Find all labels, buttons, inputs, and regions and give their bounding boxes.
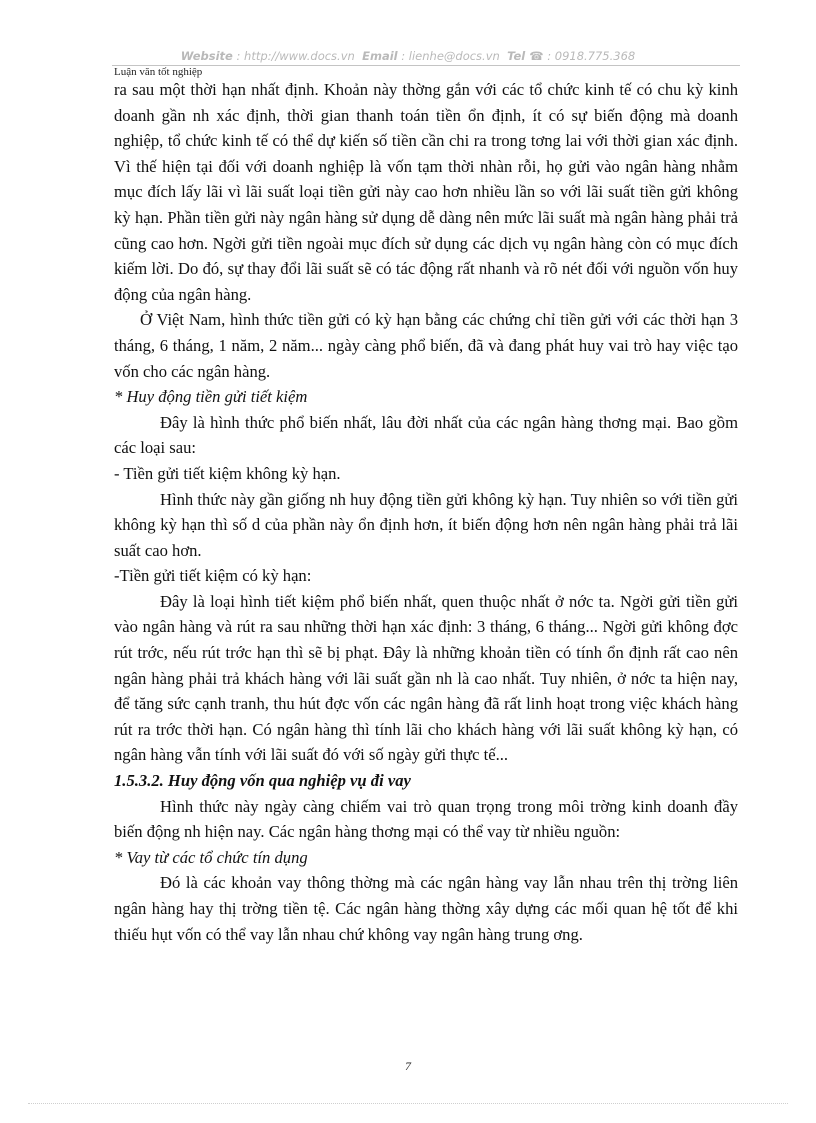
paragraph: Đó là các khoản vay thông thờng mà các ngân hàng vay lẫn nhau trên thị trờng liên ngân hàng hay thị trờng tiền tệ. Các ngân hàng thờng xây dựng các mối quan hệ tốt để khi thiếu hụt vốn có thể vay lẫn nhau chứ không vay ngân hàng trung ơng. [114, 873, 738, 944]
website-label: Website [180, 49, 233, 63]
paragraph: ra sau một thời hạn nhất định. Khoản này thờng gắn với các tổ chức kinh tế có chu kỳ kinh doanh gần nh xác định, thời gian thanh toán tiền ổn định, ít có sự biến động mà doanh nghiệp, tổ chức kinh tế có thể dự kiến số tiền cần chi ra trong tơng lai với thời gian xác định. Vì thế hiện tại đối với doanh nghiệp là vốn tạm thời nhàn rỗi, họ gửi vào ngân hàng nhằm mục đích lấy lãi vì lãi suất loại tiền gửi này cao hơn nhiều lần so với lãi suất tiền gửi không kỳ hạn. Phần tiền gửi này ngân hàng sử dụng dễ dàng nên mức lãi suất mà ngân hàng phải trả cũng cao hơn. Ngời gửi tiền ngoài mục đích sử dụng các dịch vụ ngân hàng còn có mục đích kiếm lời. Do đó, sự thay đổi lãi suất sẽ có tác động rất nhanh và rõ nét đối với nguồn vốn huy động của ngân hàng. [114, 80, 738, 304]
section-heading: 1.5.3.2. Huy động vốn qua nghiệp vụ đi vay [114, 771, 411, 791]
subheading: * Vay từ các tổ chức tín dụng [114, 847, 308, 867]
list-item: - Tiền gửi tiết kiệm không kỳ hạn. [114, 463, 341, 483]
email-address[interactable]: : lienhe@docs.vn [401, 49, 500, 63]
paragraph: Hình thức này gần giống nh huy động tiền gửi không kỳ hạn. Tuy nhiên so với tiền gửi không kỳ hạn thì số d của phần này ổn định hơn, ít biến động hơn nên ngân hàng phải trả lãi suất cao hơn. [114, 489, 738, 560]
page-number: 7 [405, 1059, 411, 1073]
email-label: Email [362, 49, 398, 63]
header-divider [112, 65, 740, 66]
list-item: -Tiền gửi tiết kiệm có kỳ hạn: [114, 566, 312, 586]
paragraph: Hình thức này ngày càng chiếm vai trò quan trọng trong môi trờng kinh doanh đầy biến động nh hiện nay. Các ngân hàng thơng mại có thể vay từ nhiều nguồn: [114, 796, 738, 842]
subheading: * Huy động tiền gửi tiết kiệm [114, 387, 308, 407]
paragraph: Ở Việt Nam, hình thức tiền gửi có kỳ hạn bằng các chứng chỉ tiền gửi với các thời hạn 3 tháng, 6 tháng, 1 năm, 2 năm... ngày càng phổ biến, đã và đang phát huy vai trò hay việc tạo vốn cho các ngân hàng. [114, 310, 738, 381]
document-body [114, 77, 738, 947]
tel-label: Tel ☎ [507, 49, 544, 63]
website-url[interactable]: : http://www.docs.vn [236, 49, 355, 63]
document-label: Luận văn tốt nghiệp [114, 66, 203, 78]
website-header [0, 49, 816, 63]
paragraph: Đây là loại hình tiết kiệm phổ biến nhất, quen thuộc nhất ở nớc ta. Ngời gửi tiền gửi vào ngân hàng và rút ra sau những thời hạn xác định: 3 tháng, 6 tháng... Ngời gửi không đợc rút trớc, nếu rút trớc hạn thì sẽ bị phạt. Đây là những khoản tiền có tính ổn định rất cao nên ngân hàng phải trả khách hàng với lãi suất gần nh là cao nhất. Tuy nhiên, ở nớc ta hiện nay, để tăng sức cạnh tranh, thu hút đợc vốn các ngân hàng đã rất linh hoạt trong việc khách hàng rút ra trớc thời hạn. Có ngân hàng thì tính lãi cho khách hàng với lãi suất không kỳ hạn, có ngân hàng vẫn tính với lãi suất đó với số ngày gửi thực tế... [114, 591, 738, 765]
paragraph: Đây là hình thức phổ biến nhất, lâu đời nhất của các ngân hàng thơng mại. Bao gồm các loại sau: [114, 412, 738, 458]
page-bottom-divider [28, 1103, 788, 1104]
tel-number: : 0918.775.368 [547, 49, 636, 63]
